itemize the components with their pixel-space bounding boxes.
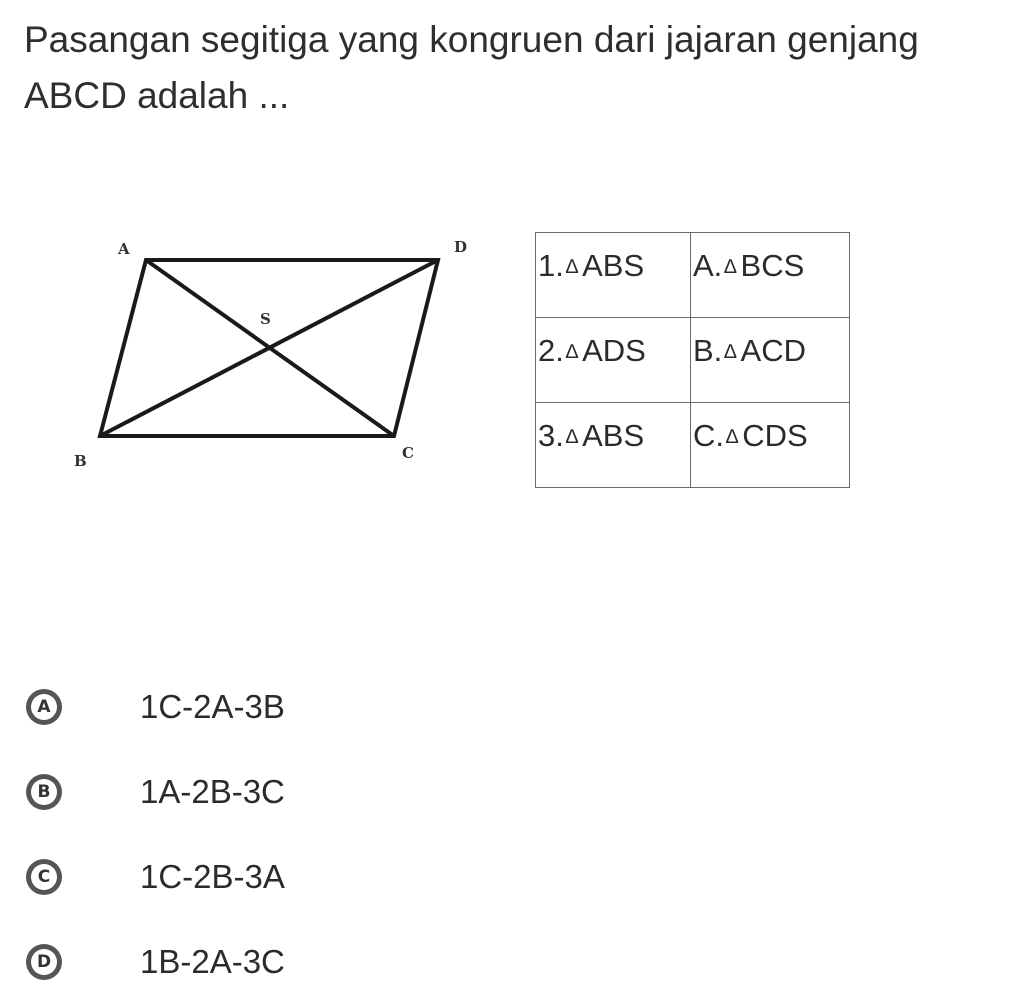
answer-options — [26, 664, 285, 1004]
option-b[interactable] — [26, 749, 285, 834]
vertex-label-c: C — [402, 444, 414, 462]
table-cell-right — [691, 233, 850, 318]
option-letter-badge[interactable] — [26, 774, 62, 810]
triangle-name: CDS — [742, 418, 808, 453]
triangle-icon: ∆ — [565, 426, 579, 448]
option-text[interactable]: 1C-2B-3A — [140, 857, 285, 895]
vertex-label-d: D — [454, 238, 468, 256]
row-number: 1. — [538, 248, 564, 283]
option-text[interactable]: 1B-2A-3C — [140, 942, 285, 980]
row-letter: A. — [693, 248, 723, 283]
triangle-name: ADS — [582, 333, 646, 368]
table-cell-left — [536, 403, 691, 488]
row-letter: C. — [693, 418, 724, 453]
matching-table — [535, 232, 850, 488]
vertex-label-s: S — [260, 310, 271, 328]
row-number: 2. — [538, 333, 564, 368]
vertex-label-b: B — [74, 452, 87, 470]
option-letter: A — [31, 694, 57, 720]
table-row — [536, 403, 850, 488]
option-d[interactable] — [26, 919, 285, 1004]
option-text[interactable]: 1C-2A-3B — [140, 687, 285, 725]
table-cell-left — [536, 233, 691, 318]
row-number: 3. — [538, 418, 564, 453]
option-letter: D — [31, 949, 57, 975]
option-letter-badge[interactable] — [26, 689, 62, 725]
triangle-icon: ∆ — [565, 256, 579, 278]
triangle-icon: ∆ — [724, 341, 737, 363]
table-cell-left — [536, 318, 691, 403]
option-text[interactable]: 1A-2B-3C — [140, 772, 285, 810]
triangle-icon: ∆ — [724, 256, 737, 278]
option-letter: B — [31, 779, 57, 805]
option-letter-badge[interactable] — [26, 944, 62, 980]
table-row — [536, 233, 850, 318]
triangle-name: ABS — [582, 418, 645, 453]
table-row — [536, 318, 850, 403]
diagonal-bd — [100, 260, 438, 436]
question-text: Pasangan segitiga yang kongruen dari jajaran genjang ABCD adalah ... — [24, 19, 919, 116]
triangle-icon: ∆ — [726, 426, 739, 448]
table-cell-right — [691, 403, 850, 488]
option-letter-badge[interactable] — [26, 859, 62, 895]
option-letter: C — [31, 864, 57, 890]
option-a[interactable] — [26, 664, 285, 749]
triangle-name: BCS — [740, 248, 805, 283]
row-letter: B. — [693, 333, 723, 368]
vertex-label-a: A — [118, 240, 130, 258]
triangle-name: ACD — [740, 333, 806, 368]
option-c[interactable] — [26, 834, 285, 919]
parallelogram-figure — [62, 224, 492, 484]
triangle-icon: ∆ — [565, 341, 579, 363]
table-cell-right — [691, 318, 850, 403]
triangle-name: ABS — [582, 248, 645, 283]
parallelogram-diagram — [62, 224, 492, 484]
